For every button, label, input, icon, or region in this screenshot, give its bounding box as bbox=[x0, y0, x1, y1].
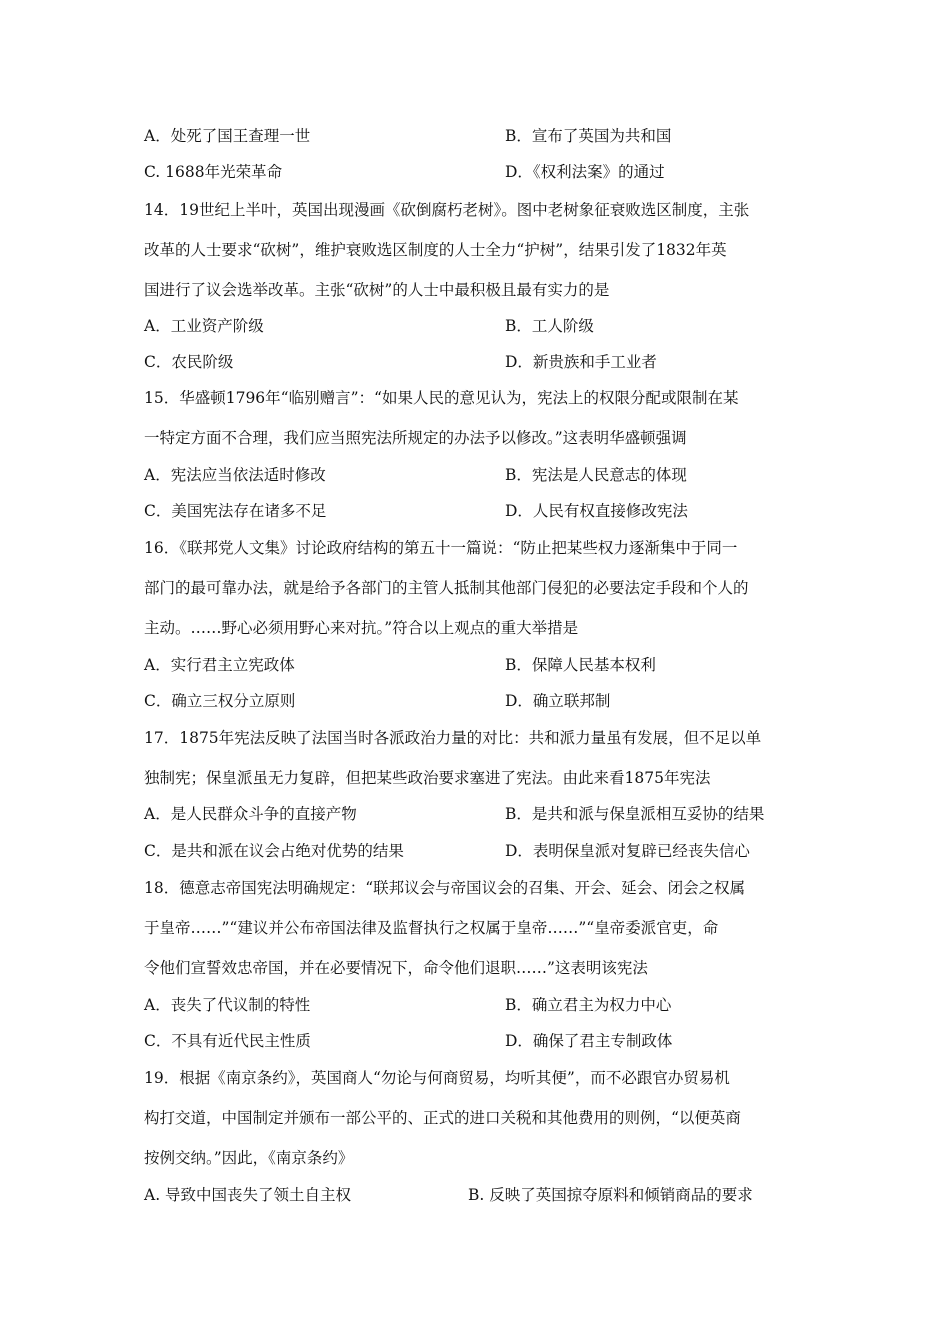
q14-stem-line-3: 国进行了议会选举改革。主张“砍树”的人士中最积极且最有实力的是 bbox=[144, 281, 610, 299]
q17-option-b: B．是共和派与保皇派相互妥协的结果 bbox=[505, 805, 765, 823]
q15-option-d: D．人民有权直接修改宪法 bbox=[505, 502, 688, 520]
q19-option-b: B. 反映了英国掠夺原料和倾销商品的要求 bbox=[468, 1186, 753, 1204]
q16-stem-line-2: 部门的最可靠办法，就是给予各部门的主管人抵制其他部门侵犯的必要法定手段和个人的 bbox=[144, 579, 749, 597]
q19-stem-line-1: 19．根据《南京条约》，英国商人“勿论与何商贸易，均听其便”，而不必跟官办贸易机 bbox=[144, 1069, 730, 1087]
q18-option-d: D．确保了君主专制政体 bbox=[505, 1032, 673, 1050]
q19-stem-line-2: 构打交道，中国制定并颁布一部公平的、正式的进口关税和其他费用的则例，“以便英商 bbox=[144, 1109, 741, 1127]
q15-stem-line-2: 一特定方面不合理，我们应当照宪法所规定的办法予以修改。”这表明华盛顿强调 bbox=[144, 429, 687, 447]
q13-option-d: D．《权利法案》的通过 bbox=[505, 163, 665, 181]
q14-option-d: D．新贵族和手工业者 bbox=[505, 353, 657, 371]
q18-stem-line-1: 18．德意志帝国宪法明确规定：“联邦议会与帝国议会的召集、开会、延会、闭会之权属 bbox=[144, 879, 746, 897]
q16-option-c: C．确立三权分立原则 bbox=[144, 692, 296, 710]
q15-option-c: C．美国宪法存在诸多不足 bbox=[144, 502, 327, 520]
q14-stem-line-1: 14．19世纪上半叶，英国出现漫画《砍倒腐朽老树》。图中老树象征衰败选区制度，主张 bbox=[144, 201, 750, 219]
q17-stem-line-1: 17．1875年宪法反映了法国当时各派政治力量的对比：共和派力量虽有发展，但不足以单 bbox=[144, 729, 762, 747]
q16-stem-line-3: 主动。……野心必须用野心来对抗。”符合以上观点的重大举措是 bbox=[144, 619, 579, 637]
q16-stem-line-1: 16．《联邦党人文集》讨论政府结构的第五十一篇说：“防止把某些权力逐渐集中于同一 bbox=[144, 539, 738, 557]
q15-option-a: A．宪法应当依法适时修改 bbox=[144, 466, 326, 484]
q13-option-a: A．处死了国王查理一世 bbox=[144, 127, 311, 145]
q18-option-a: A．丧失了代议制的特性 bbox=[144, 996, 311, 1014]
q16-option-a: A．实行君主立宪政体 bbox=[144, 656, 295, 674]
q14-stem-line-2: 改革的人士要求“砍树”，维护衰败选区制度的人士全力“护树”，结果引发了1832年英 bbox=[144, 241, 727, 259]
q19-stem-line-3: 按例交纳。”因此，《南京条约》 bbox=[144, 1149, 354, 1167]
q13-option-c: C. 1688年光荣革命 bbox=[144, 163, 283, 181]
q18-stem-line-3: 令他们宣誓效忠帝国，并在必要情况下，命令他们退职……”这表明该宪法 bbox=[144, 959, 648, 977]
q17-option-a: A．是人民群众斗争的直接产物 bbox=[144, 805, 357, 823]
q15-option-b: B．宪法是人民意志的体现 bbox=[505, 466, 687, 484]
q14-option-c: C．农民阶级 bbox=[144, 353, 234, 371]
q17-option-c: C．是共和派在议会占绝对优势的结果 bbox=[144, 842, 404, 860]
q19-option-a: A. 导致中国丧失了领土自主权 bbox=[144, 1186, 352, 1204]
q15-stem-line-1: 15．华盛顿1796年“临别赠言”：“如果人民的意见认为，宪法上的权限分配或限制在某 bbox=[144, 389, 739, 407]
q18-option-c: C．不具有近代民主性质 bbox=[144, 1032, 311, 1050]
q16-option-d: D．确立联邦制 bbox=[505, 692, 611, 710]
q18-option-b: B．确立君主为权力中心 bbox=[505, 996, 672, 1014]
q13-option-b: B．宣布了英国为共和国 bbox=[505, 127, 672, 145]
q14-option-a: A．工业资产阶级 bbox=[144, 317, 264, 335]
q18-stem-line-2: 于皇帝……”“建议并公布帝国法律及监督执行之权属于皇帝……”“皇帝委派官吏，命 bbox=[144, 919, 719, 937]
q16-option-b: B．保障人民基本权利 bbox=[505, 656, 656, 674]
q17-stem-line-2: 独制宪；保皇派虽无力复辟，但把某些政治要求塞进了宪法。由此来看1875年宪法 bbox=[144, 769, 711, 787]
q14-option-b: B．工人阶级 bbox=[505, 317, 594, 335]
q17-option-d: D．表明保皇派对复辟已经丧失信心 bbox=[505, 842, 750, 860]
